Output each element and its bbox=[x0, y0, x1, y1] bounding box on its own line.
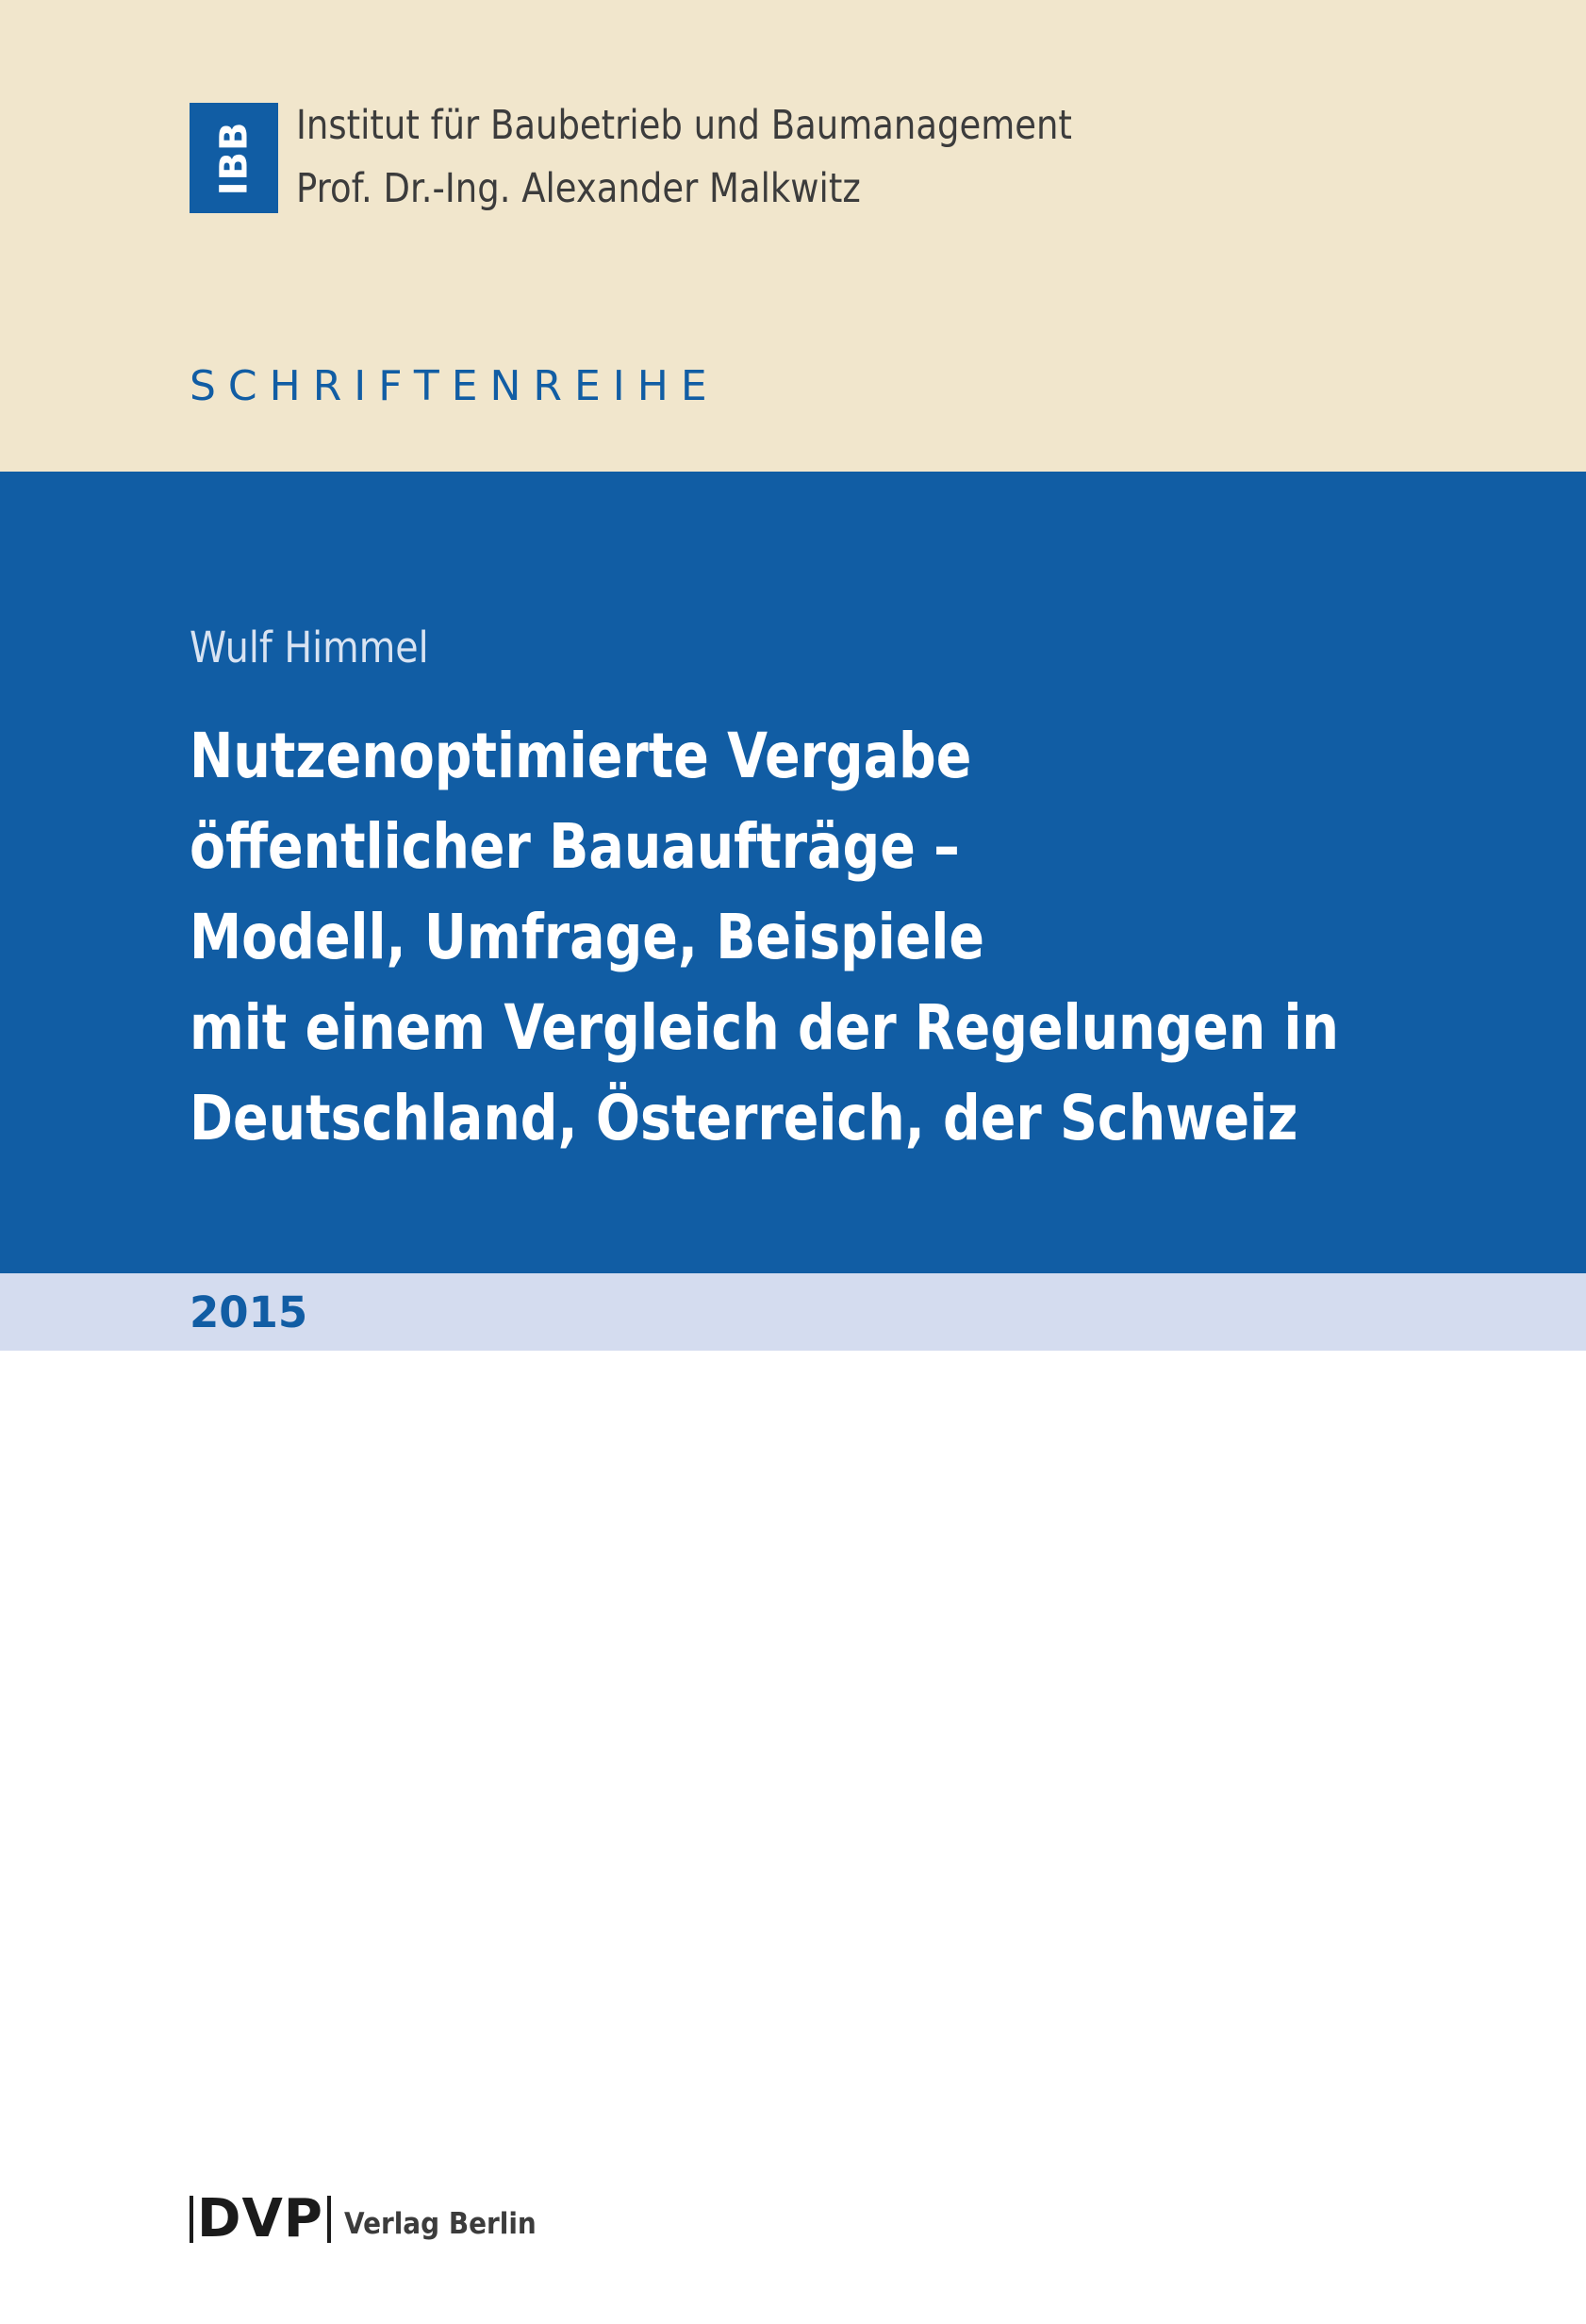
title-line-2: öffentlicher Bauaufträge – bbox=[190, 810, 960, 883]
publisher-name: Verlag Berlin bbox=[343, 2207, 537, 2241]
series-label: SCHRIFTENREIHE bbox=[190, 362, 719, 410]
publisher-logo bbox=[190, 2188, 557, 2249]
institute-logo-text: IBB bbox=[211, 121, 256, 195]
author-name: Wulf Himmel bbox=[190, 622, 429, 672]
title-line-5: Deutschland, Österreich, der Schweiz bbox=[190, 1082, 1298, 1154]
publisher-logo-mark: DVP bbox=[190, 2196, 331, 2243]
institute-logo bbox=[190, 103, 278, 213]
institute-professor: Prof. Dr.-Ing. Alexander Malkwitz bbox=[296, 165, 861, 212]
publication-year: 2015 bbox=[190, 1287, 308, 1337]
title-line-4: mit einem Vergleich der Regelungen in bbox=[190, 991, 1340, 1064]
book-title bbox=[190, 711, 1536, 1164]
institute-name: Institut für Baubetrieb und Baumanagement bbox=[296, 102, 1072, 149]
title-line-3: Modell, Umfrage, Beispiele bbox=[190, 901, 984, 973]
title-line-1: Nutzenoptimierte Vergabe bbox=[190, 720, 972, 792]
